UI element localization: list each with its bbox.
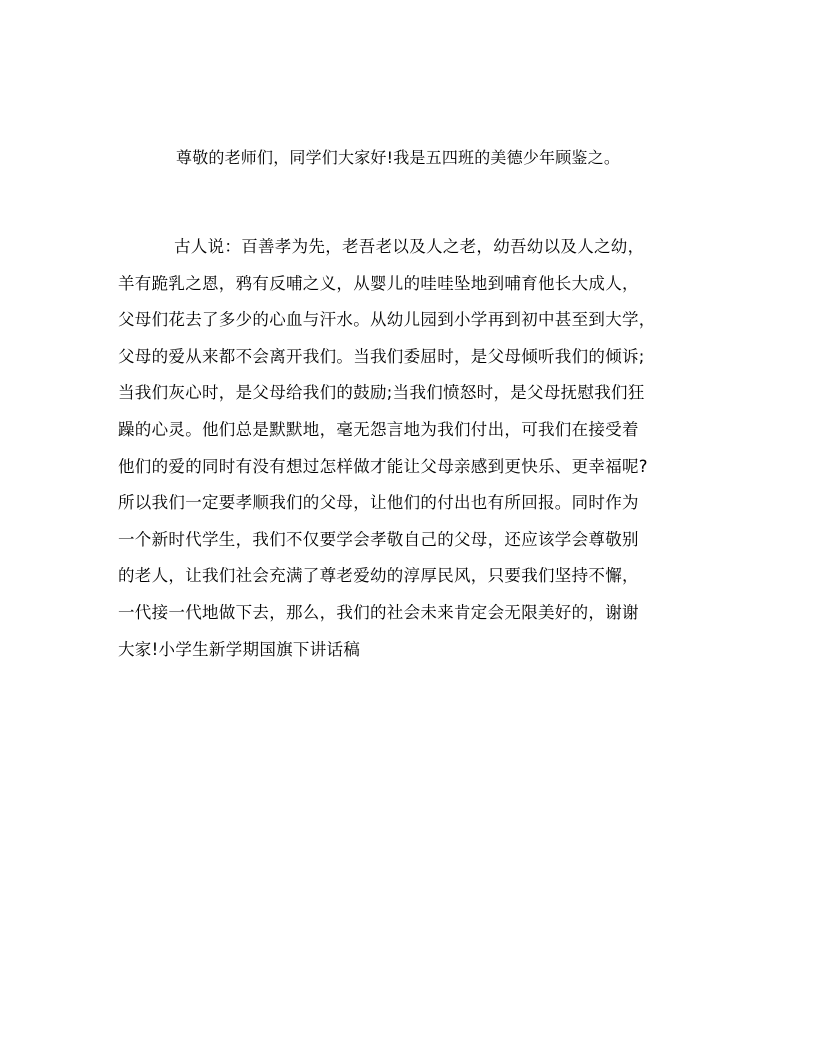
body-line: 一代接一代地做下去，那么，我们的社会未来肯定会无限美好的，谢谢 xyxy=(118,602,639,622)
body-line: 父母们花去了多少的心血与汗水。从幼儿园到小学再到初中甚至到大学， xyxy=(118,310,656,330)
body-line: 他们的爱的同时有没有想过怎样做才能让父母亲感到更快乐、更幸福呢? xyxy=(118,456,648,476)
body-line: 父母的爱从来都不会离开我们。当我们委屈时，是父母倾听我们的倾诉; xyxy=(118,346,645,366)
body-line: 所以我们一定要孝顺我们的父母，让他们的付出也有所回报。同时作为 xyxy=(118,493,639,513)
body-line: 古人说：百善孝为先，老吾老以及人之老，幼吾幼以及人之幼， xyxy=(174,237,645,256)
body-line: 羊有跪乳之恩，鸦有反哺之义，从婴儿的哇哇坠地到哺育他长大成人， xyxy=(118,273,639,293)
body-line: 当我们灰心时，是父母给我们的鼓励;当我们愤怒时，是父母抚慰我们狂 xyxy=(118,383,645,403)
body-line: 躁的心灵。他们总是默默地，毫无怨言地为我们付出，可我们在接受着 xyxy=(118,419,639,439)
body-line: 一个新时代学生，我们不仅要学会孝敬自己的父母，还应该学会尊敬别 xyxy=(118,529,639,549)
speech-body xyxy=(118,229,718,668)
greeting-line: 尊敬的老师们，同学们大家好!我是五四班的美德少年顾鉴之。 xyxy=(176,148,621,167)
body-line: 的老人，让我们社会充满了尊老爱幼的淳厚民风，只要我们坚持不懈， xyxy=(118,566,639,586)
body-line: 大家!小学生新学期国旗下讲话稿 xyxy=(118,639,361,659)
